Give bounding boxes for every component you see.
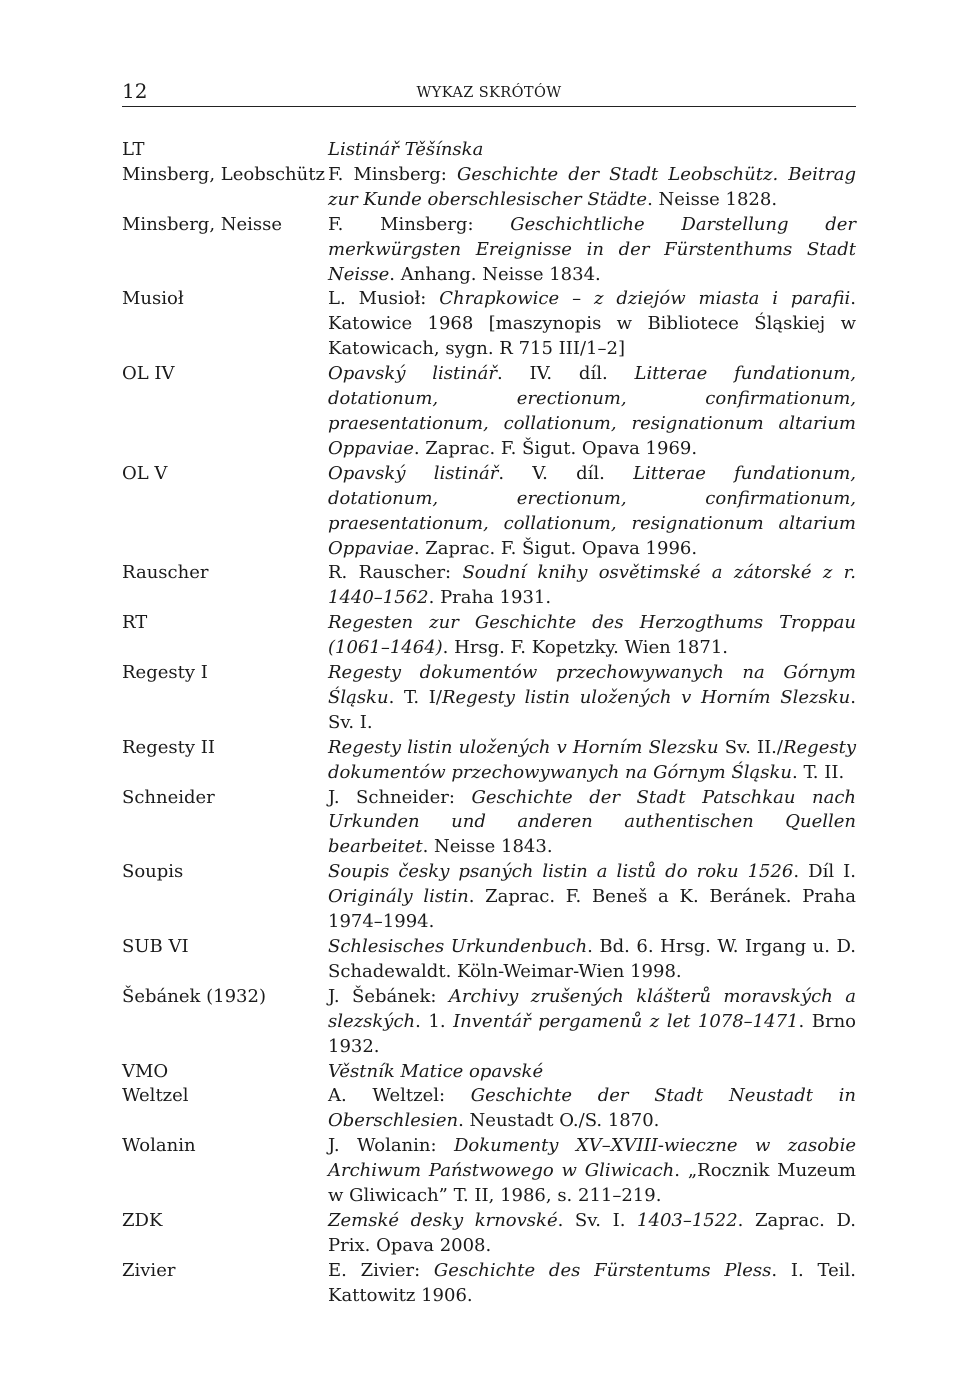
citation-text: . 1. <box>415 1010 454 1032</box>
citation-text: . I. Teil. Kattowitz 1906. <box>328 1259 856 1306</box>
abbreviation-term: Zivier <box>122 1259 176 1281</box>
abbreviation-entry <box>122 287 856 362</box>
citation-text: . Brno 1932. <box>328 1010 856 1057</box>
abbreviation-entry <box>122 1259 856 1309</box>
running-head: WYKAZ SKRÓTÓW <box>416 85 562 101</box>
page-header <box>122 78 856 107</box>
abbreviation-entry <box>122 935 856 985</box>
italic-title-text: Archivy zrušených klášterů moravských a slezských <box>328 985 856 1032</box>
abbreviation-entry <box>122 611 856 661</box>
abbreviation-description <box>328 138 856 163</box>
abbreviation-description <box>328 985 856 1060</box>
abbreviation-description <box>328 1209 856 1259</box>
italic-title-text: Zemské desky krnovské <box>328 1209 558 1231</box>
italic-title-text: Geschichte der Stadt Leobschütz. Beitrag zur Kunde oberschlesischer Städte <box>328 163 856 210</box>
abbreviation-term: Minsberg, Leobschütz <box>122 163 325 185</box>
citation-text: . Zaprac. F. Šigut. Opava 1969. <box>413 437 698 459</box>
citation-text: . Sv. I. <box>557 1209 638 1231</box>
abbreviation-entry <box>122 138 856 163</box>
citation-text: Sv. II./ <box>718 736 783 758</box>
italic-title-text: Regesty listin uložených v Horním Slezsku <box>328 736 719 758</box>
abbreviation-entry <box>122 213 856 288</box>
italic-title-text: Soudní knihy osvětimské a zátorské z r. 1440–1562 <box>328 562 856 609</box>
italic-title-text: Inventář pergamenů z let 1078–1471 <box>453 1010 799 1032</box>
abbreviation-term: Schneider <box>122 786 215 808</box>
citation-text: . T. I/ <box>388 686 442 708</box>
citation-text: . Neisse 1843. <box>422 836 553 858</box>
citation-text: . Zaprac. F. Šigut. Opava 1996. <box>413 537 698 559</box>
citation-text: . Sv. I. <box>328 686 857 733</box>
abbreviation-description <box>328 561 856 611</box>
abbreviation-list <box>122 138 856 1309</box>
citation-text: J. Wolanin: <box>328 1135 454 1157</box>
abbreviation-entry <box>122 1209 856 1259</box>
abbreviation-description <box>328 213 856 288</box>
abbreviation-term: ZDK <box>122 1209 163 1231</box>
citation-text: . Díl I. <box>793 861 856 883</box>
abbreviation-entry <box>122 786 856 861</box>
abbreviation-description <box>328 462 856 562</box>
italic-title-text: Chrapkowice – z dziejów miasta i parafii <box>439 288 851 310</box>
italic-title-text: Litterae fundationum, dotationum, erectionum, confirmationum, praesentationum, collationum, resignationum altarium Oppaviae <box>328 363 856 459</box>
citation-text: . Anhang. Neisse 1834. <box>389 263 601 285</box>
abbreviation-entry <box>122 1060 856 1085</box>
italic-title-text: Regesten zur Geschichte des Herzogthums Troppau (1061–1464) <box>328 612 856 659</box>
abbreviation-description <box>328 736 856 786</box>
abbreviation-term: Rauscher <box>122 562 209 584</box>
italic-title-text: Geschichte der Stadt Neustadt in Oberschlesien <box>328 1085 857 1132</box>
abbreviation-entry <box>122 1084 856 1134</box>
abbreviation-description <box>328 860 856 935</box>
abbreviation-entry <box>122 462 856 562</box>
abbreviation-term: OL V <box>122 462 168 484</box>
abbreviation-description <box>328 1084 856 1134</box>
abbreviation-term: Regesty II <box>122 736 215 758</box>
citation-text: . Neisse 1828. <box>647 188 778 210</box>
abbreviation-description <box>328 661 856 736</box>
citation-text: . Hrsg. F. Kopetzky. Wien 1871. <box>442 637 729 659</box>
citation-text: A. Weltzel: <box>328 1085 471 1107</box>
abbreviation-term: VMO <box>122 1060 169 1082</box>
citation-text: F. Minsberg: <box>328 163 457 185</box>
citation-text: . Bd. 6. Hrsg. W. Irgang u. D. Schadewaldt. Köln-Weimar-Wien 1998. <box>328 936 856 982</box>
abbreviation-description <box>328 362 856 462</box>
citation-text: . Zaprac. F. Beneš a K. Beránek. Praha 1974–1994. <box>328 886 856 933</box>
italic-title-text: Geschichte des Fürstentums Pless <box>433 1259 772 1281</box>
italic-title-text: Opavský listinář <box>328 462 499 484</box>
italic-title-text: Regesty dokumentów przechowywanych na Górnym Śląsku <box>328 662 856 708</box>
abbreviation-entry <box>122 1134 856 1209</box>
italic-title-text: Regesty listin uložených v Horním Slezsku <box>441 686 851 708</box>
abbreviation-term: Wolanin <box>122 1135 196 1157</box>
abbreviation-entry <box>122 561 856 611</box>
abbreviation-description <box>328 287 856 362</box>
italic-title-text: 1403–1522 <box>637 1209 738 1231</box>
abbreviation-description <box>328 935 856 985</box>
italic-title-text: Regesty dokumentów przechowywanych na Górnym Śląsku <box>328 736 856 783</box>
abbreviation-entry <box>122 163 856 213</box>
abbreviation-entry <box>122 860 856 935</box>
italic-title-text: Originály listin <box>328 886 469 908</box>
abbreviation-description <box>328 1134 856 1209</box>
italic-title-text: Dokumenty XV–XVIII-wieczne w zasobie Archiwum Państwowego w Gliwicach <box>328 1135 856 1182</box>
abbreviation-term: Minsberg, Neisse <box>122 213 283 235</box>
italic-title-text: Schlesisches Urkundenbuch <box>328 936 588 957</box>
italic-title-text: Opavský listinář <box>328 363 497 385</box>
abbreviation-entry <box>122 661 856 736</box>
citation-text: . Neustadt O./S. 1870. <box>458 1110 660 1132</box>
abbreviation-description <box>328 611 856 661</box>
citation-text: F. Minsberg: <box>328 213 511 235</box>
citation-text: . V. díl. <box>498 462 634 484</box>
citation-text: . Zaprac. D. Prix. Opava 2008. <box>328 1209 856 1256</box>
citation-text: E. Zivier: <box>328 1259 434 1281</box>
abbreviation-description <box>328 163 856 213</box>
citation-text: R. Rauscher: <box>328 562 463 584</box>
citation-text: . Praha 1931. <box>428 587 552 609</box>
abbreviation-term: OL IV <box>122 363 175 385</box>
abbreviation-term: RT <box>122 612 148 634</box>
abbreviation-term: LT <box>122 139 145 160</box>
abbreviation-entry <box>122 362 856 462</box>
citation-text: J. Šebánek: <box>328 985 449 1007</box>
italic-title-text: Věstník Matice opavské <box>328 1060 544 1082</box>
page-number: 12 <box>122 79 148 103</box>
italic-title-text: Listinář Těšínska <box>328 139 484 160</box>
citation-text: . Katowice 1968 [maszynopis w Bibliotece Śląskiej w Katowicach, sygn. R 715 III/1–2] <box>328 288 856 360</box>
abbreviation-description <box>328 1259 856 1309</box>
abbreviation-term: Musioł <box>122 288 184 310</box>
italic-title-text: Geschichtliche Darstellung der merkwürgsten Ereignisse in der Fürstenthums Stadt Neisse <box>328 213 857 285</box>
citation-text: . „Rocznik Muzeum w Gliwicach” T. II, 1986, s. 211–219. <box>328 1160 856 1207</box>
abbreviation-entry <box>122 736 856 786</box>
citation-text: L. Musioł: <box>328 288 440 310</box>
abbreviation-term: Šebánek (1932) <box>122 985 266 1007</box>
abbreviation-description <box>328 1060 856 1085</box>
abbreviation-description <box>328 786 856 861</box>
italic-title-text: Geschichte der Stadt Patschkau nach Urkunden und anderen authentischen Quellen bearbeitet <box>328 786 856 858</box>
abbreviation-term: Soupis <box>122 861 184 883</box>
citation-text: . IV. díl. <box>496 363 635 385</box>
abbreviation-term: Regesty I <box>122 662 208 684</box>
abbreviation-term: SUB VI <box>122 936 189 957</box>
abbreviation-entry <box>122 985 856 1060</box>
citation-text: . T. II. <box>792 761 845 783</box>
citation-text: J. Schneider: <box>328 786 472 808</box>
abbreviation-term: Weltzel <box>122 1085 189 1107</box>
italic-title-text: Litterae fundationum, dotationum, erectionum, confirmationum, praesentationum, collationum, resignationum altarium Oppaviae <box>328 462 856 559</box>
italic-title-text: Soupis česky psaných listin a listů do roku 1526 <box>328 861 794 883</box>
